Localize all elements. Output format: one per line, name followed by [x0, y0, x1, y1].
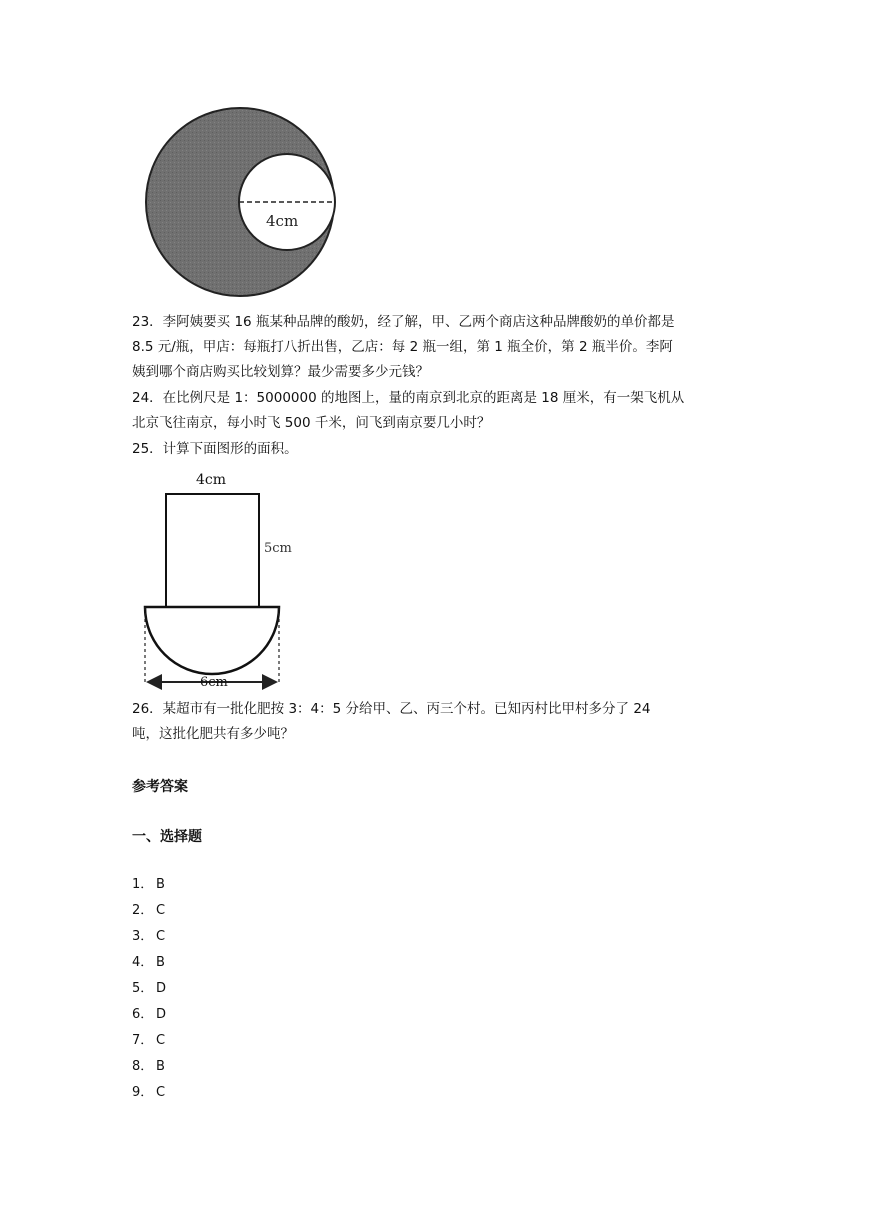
answer-number: 4． — [132, 955, 154, 970]
top-width-label: 4cm — [196, 472, 227, 488]
answer-number: 1． — [132, 877, 154, 892]
list-item — [132, 976, 166, 1002]
answer-value: C — [156, 1033, 166, 1048]
answer-number: 5． — [132, 981, 154, 996]
list-item — [132, 872, 166, 898]
answer-number: 9． — [132, 1085, 154, 1100]
question-23 — [132, 310, 742, 385]
question-23-line-3: 姨到哪个商店购买比较划算？最少需要多少元钱？ — [132, 364, 429, 380]
question-23-line-1: 23．李阿姨要买 16 瓶某种品牌的酸奶，经了解，甲、乙两个商店这种品牌酸奶的单价都是 — [132, 314, 675, 330]
rectangle — [166, 494, 259, 607]
question-25-line-1: 25．计算下面图形的面积。 — [132, 441, 298, 457]
figure-circle — [140, 96, 340, 306]
question-24-line-1: 24．在比例尺是 1：5000000 的地图上，量的南京到北京的距离是 18 厘米，有一架飞机从 — [132, 390, 685, 406]
list-item — [132, 924, 166, 950]
list-item — [132, 1002, 166, 1028]
question-25 — [132, 437, 742, 462]
answer-number: 6． — [132, 1007, 154, 1022]
question-26 — [132, 697, 742, 747]
answer-list — [132, 872, 166, 1106]
question-23-line-2: 8.5 元/瓶，甲店：每瓶打八折出售，乙店：每 2 瓶一组，第 1 瓶全价，第 2 瓶半价。李阿 — [132, 339, 673, 355]
list-item — [132, 950, 166, 976]
question-26-line-2: 吨，这批化肥共有多少吨？ — [132, 726, 294, 742]
answer-number: 7． — [132, 1033, 154, 1048]
question-26-line-1: 26．某超市有一批化肥按 3：4：5 分给甲、乙、丙三个村。已知丙村比甲村多分了 24 — [132, 701, 651, 717]
question-24-line-2: 北京飞往南京，每小时飞 500 千米，问飞到南京要几小时？ — [132, 415, 491, 431]
answer-value: C — [156, 1085, 166, 1100]
list-item — [132, 1054, 166, 1080]
answer-number: 8． — [132, 1059, 154, 1074]
height-label: 5cm — [264, 541, 292, 556]
answer-number: 2． — [132, 903, 154, 918]
diameter-label: 4cm — [266, 212, 299, 230]
answer-value: D — [156, 1007, 167, 1022]
diameter-label: 6cm — [200, 675, 228, 690]
answer-value: B — [156, 877, 165, 892]
answer-value: B — [156, 1059, 165, 1074]
figure-composite-shape — [138, 466, 308, 694]
answers-heading: 参考答案 — [132, 779, 188, 795]
question-24 — [132, 386, 742, 436]
answer-value: D — [156, 981, 167, 996]
answer-number: 3． — [132, 929, 154, 944]
section-heading: 一、选择题 — [132, 829, 202, 845]
answer-value: C — [156, 903, 166, 918]
answer-value: C — [156, 929, 166, 944]
semicircle — [145, 607, 279, 674]
list-item — [132, 898, 166, 924]
list-item — [132, 1028, 166, 1054]
answer-value: B — [156, 955, 165, 970]
list-item — [132, 1080, 166, 1106]
